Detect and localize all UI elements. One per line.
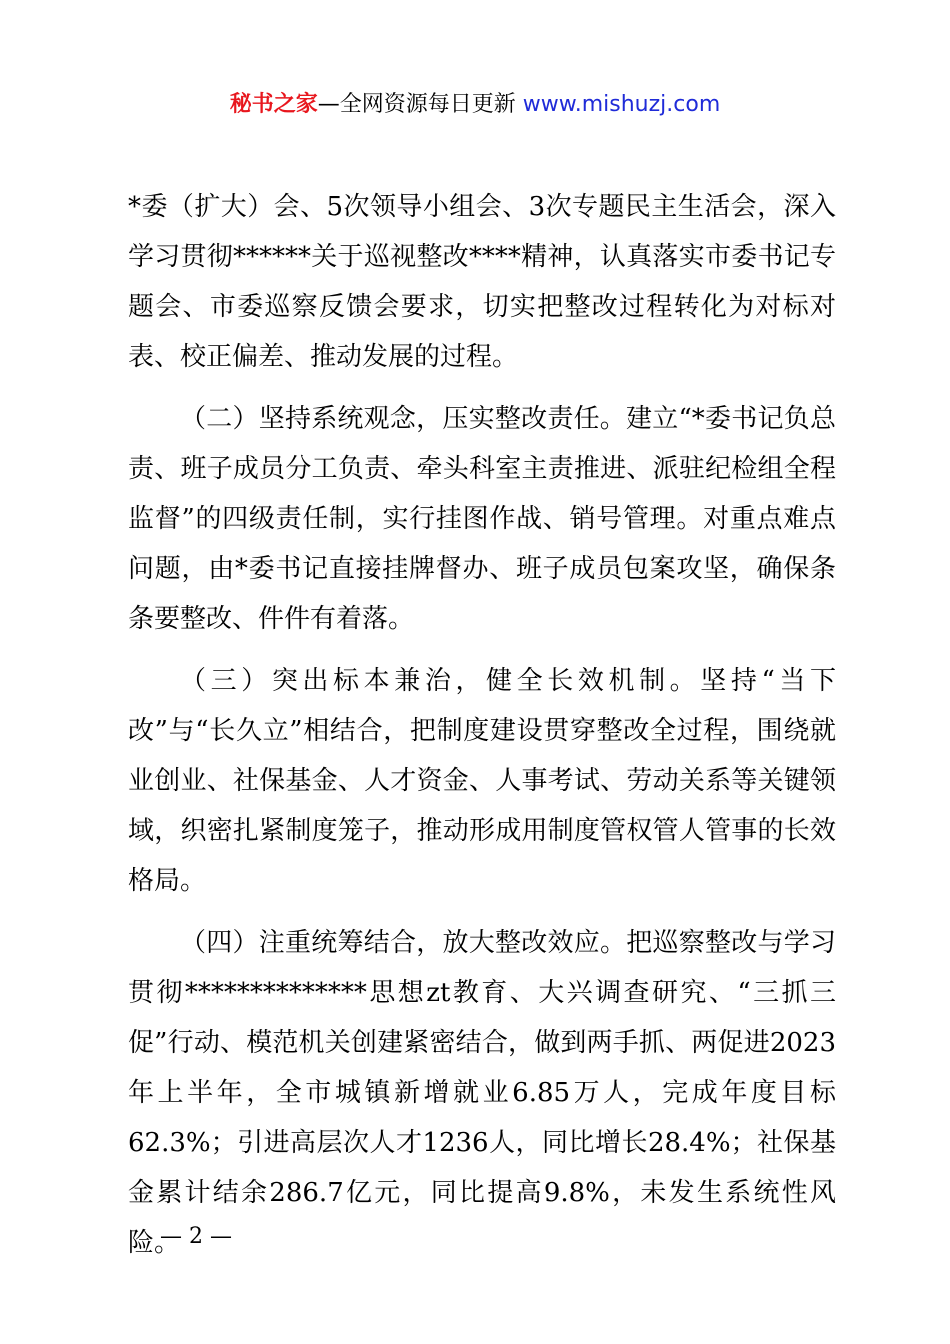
document-body: [128, 182, 836, 1268]
site-tagline: —全网资源每日更新: [317, 92, 523, 117]
paragraph-section-2: （二）坚持系统观念，压实整改责任。建立“*委书记负总责、班子成员分工负责、牵头科室主责推进、派驻纪检组全程监督”的四级责任制，实行挂图作战、销号管理。对重点难点问题，由*委书记直接挂牌督办、班子成员包案攻坚，确保条条要整改、件件有着落。: [128, 404, 836, 634]
site-url[interactable]: www.mishuzj.com: [522, 92, 721, 117]
paragraph-section-3: （三）突出标本兼治，健全长效机制。坚持“当下改”与“长久立”相结合，把制度建设贯穿整改全过程，围绕就业创业、社保基金、人才资金、人事考试、劳动关系等关键领域，织密扎紧制度笼子，推动形成用制度管权管人管事的长效格局。: [128, 666, 836, 896]
paragraph-continuation: *委（扩大）会、5次领导小组会、3次专题民主生活会，深入学习贯彻******关于巡视整改****精神，认真落实市委书记专题会、市委巡察反馈会要求，切实把整改过程转化为对标对表、校正偏差、推动发展的过程。: [128, 192, 836, 372]
site-brand: 秘书之家: [229, 92, 318, 117]
paragraph-section-4: （四）注重统筹结合，放大整改效应。把巡察整改与学习贯彻**************思想zt教育、大兴调查研究、“三抓三促”行动、模范机关创建紧密结合，做到两手抓、两促进2023年上半年，全市城镇新增就业6.85万人，完成年度目标62.3%；引进高层次人才1236人，同比增长28.4%；社保基金累计结余286.7亿元，同比提高9.8%，未发生系统性风险。: [128, 928, 836, 1258]
page-number: — 2 —: [160, 1224, 232, 1249]
site-header: [0, 88, 950, 122]
